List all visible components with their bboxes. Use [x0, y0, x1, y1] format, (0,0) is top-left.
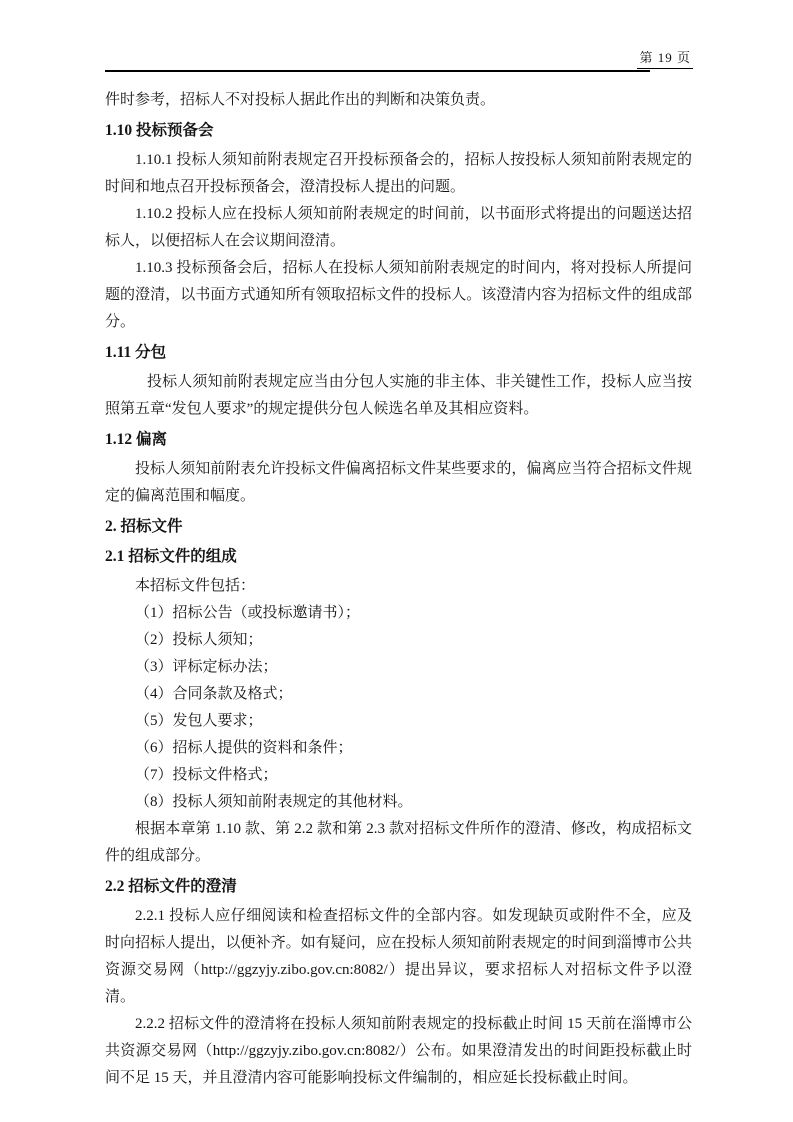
header-rule	[105, 70, 650, 72]
list-item-2: （2）投标人须知；	[135, 632, 263, 648]
clause-1-10-3: 1.10.3 投标预备会后，招标人在投标人须知前附表规定的时间内，将对投标人所提问题的澄清，以书面方式通知所有领取招标文件的投标人。该澄清内容为招标文件的组成部分。	[105, 260, 692, 330]
list-item-4: （4）合同条款及格式；	[135, 686, 293, 702]
list-item-1: （1）招标公告（或投标邀请书）；	[135, 605, 361, 621]
list-item-5: （5）发包人要求；	[135, 713, 263, 729]
document-content	[105, 87, 692, 1092]
heading-1-10: 1.10 投标预备会	[105, 122, 214, 139]
heading-1-12: 1.12 偏离	[105, 431, 168, 448]
paragraph-continuation: 件时参考，招标人不对投标人据此作出的判断和决策负责。	[105, 92, 496, 108]
list-item-7: （7）投标文件格式；	[135, 767, 278, 783]
clause-1-11-body: 投标人须知前附表规定应当由分包人实施的非主体、非关键性工作，投标人应当按照第五章“发包人要求”的规定提供分包人候选名单及其相应资料。	[105, 374, 692, 417]
clause-2-1-closing: 根据本章第 1.10 款、第 2.2 款和第 2.3 款对招标文件所作的澄清、修改，构成招标文件的组成部分。	[105, 821, 692, 864]
heading-1-11: 1.11 分包	[105, 344, 167, 361]
clause-2-2-1: 2.2.1 投标人应仔细阅读和检查招标文件的全部内容。如发现缺页或附件不全，应及时向招标人提出，以便补齐。如有疑问，应在投标人须知前附表规定的时间到淄博市公共资源交易网（http://ggzyjy.zibo.gov.cn:8082/）提出异议，要求招标人对招标文件予以澄清。	[105, 908, 692, 1005]
list-item-8: （8）投标人须知前附表规定的其他材料。	[135, 794, 413, 810]
heading-2: 2. 招标文件	[105, 518, 183, 535]
clause-1-12-body: 投标人须知前附表允许投标文件偏离招标文件某些要求的，偏离应当符合招标文件规定的偏离范围和幅度。	[105, 461, 692, 504]
list-item-3: （3）评标定标办法；	[135, 659, 278, 675]
list-item-6: （6）招标人提供的资料和条件；	[135, 740, 353, 756]
page-number: 第 19 页	[637, 49, 693, 69]
heading-2-2: 2.2 招标文件的澄清	[105, 878, 237, 895]
clause-1-10-2: 1.10.2 投标人应在投标人须知前附表规定的时间前，以书面形式将提出的问题送达招标人，以便招标人在会议期间澄清。	[105, 206, 692, 249]
heading-2-1: 2.1 招标文件的组成	[105, 548, 237, 565]
clause-2-1-intro: 本招标文件包括：	[135, 578, 256, 594]
clause-1-10-1: 1.10.1 投标人须知前附表规定召开投标预备会的，招标人按投标人须知前附表规定的时间和地点召开投标预备会，澄清投标人提出的问题。	[105, 152, 692, 195]
clause-2-2-2: 2.2.2 招标文件的澄清将在投标人须知前附表规定的投标截止时间 15 天前在淄博市公共资源交易网（http://ggzyjy.zibo.gov.cn:8082/）公布。如果澄清发出的时间距投标截止时间不足 15 天，并且澄清内容可能影响投标文件编制的，相应延长投标截止时间。	[105, 1016, 692, 1086]
